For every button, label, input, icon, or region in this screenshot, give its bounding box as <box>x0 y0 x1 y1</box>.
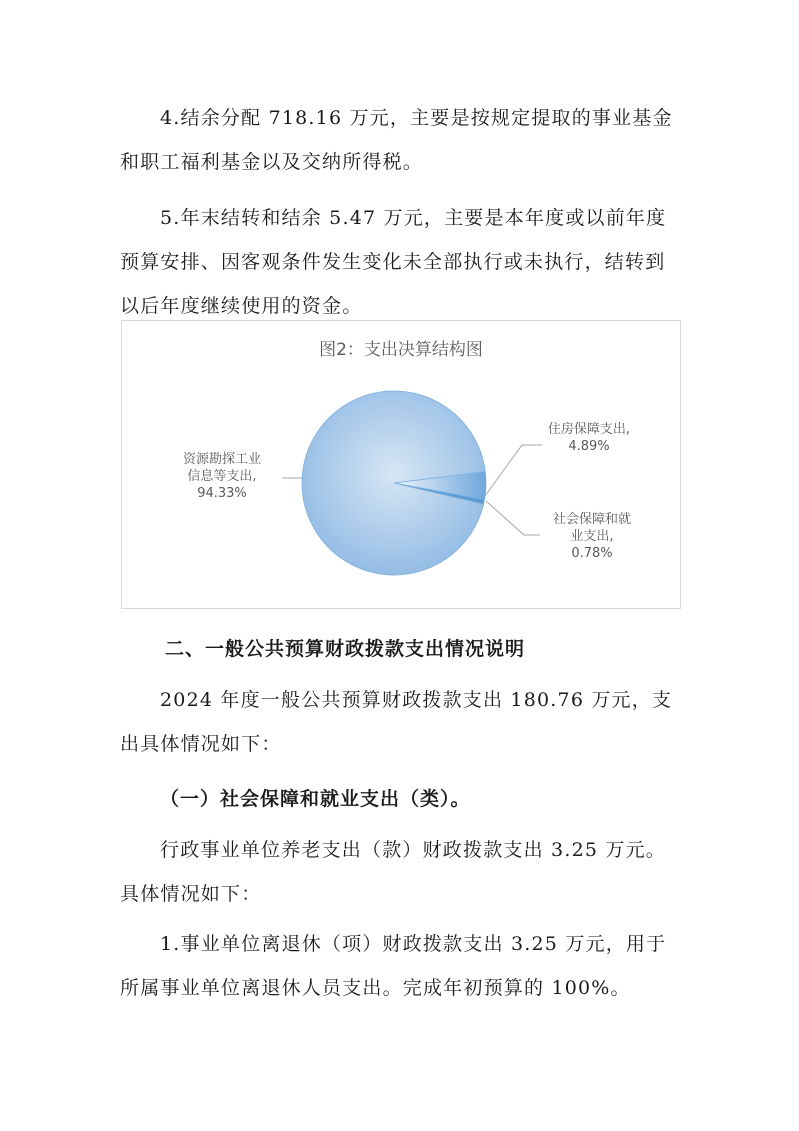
paragraph-pension-expenditure: 行政事业单位养老支出（款）财政拨款支出 3.25 万元。具体情况如下： <box>120 839 666 905</box>
slice-label-resource-line2: 信息等支出, <box>187 469 257 484</box>
slice-label-social-line1: 社会保障和就 <box>552 512 631 527</box>
subsection-heading-social-security: （一）社会保障和就业支出（类）。 <box>160 788 471 810</box>
chart-title: 图2：支出决算结构图 <box>319 340 483 360</box>
slice-label-housing-line1: 住房保障支出, <box>547 422 631 437</box>
slice-label-resource <box>152 451 292 502</box>
leader-line-social <box>486 501 540 535</box>
paragraph-general-budget-intro: 2024 年度一般公共预算财政拨款支出 180.76 万元，支出具体情况如下： <box>120 689 673 755</box>
slice-percent-resource: 94.33% <box>197 486 247 501</box>
slice-label-social-line2: 业支出, <box>570 529 614 544</box>
paragraph-balance-distribution: 4.结余分配 718.16 万元，主要是按规定提取的事业基金和职工福利基金以及交纳所得税。 <box>120 107 673 173</box>
slice-percent-housing: 4.89% <box>568 439 610 454</box>
slice-label-housing <box>534 421 644 455</box>
paragraph-year-end-carryover: 5.年末结转和结余 5.47 万元，主要是本年度或以前年度预算安排、因客观条件发生变化未全部执行或未执行，结转到以后年度继续使用的资金。 <box>120 207 667 317</box>
slice-label-resource-line1: 资源勘探工业 <box>182 452 261 467</box>
section-heading: 二、一般公共预算财政拨款支出情况说明 <box>165 638 526 660</box>
slice-label-social <box>537 511 647 562</box>
slice-percent-social: 0.78% <box>571 546 613 561</box>
paragraph-retirement-expenditure: 1.事业单位离退休（项）财政拨款支出 3.25 万元，用于所属事业单位离退休人员支出。完成年初预算的 100%。 <box>120 933 667 999</box>
expenditure-structure-chart <box>121 320 681 609</box>
